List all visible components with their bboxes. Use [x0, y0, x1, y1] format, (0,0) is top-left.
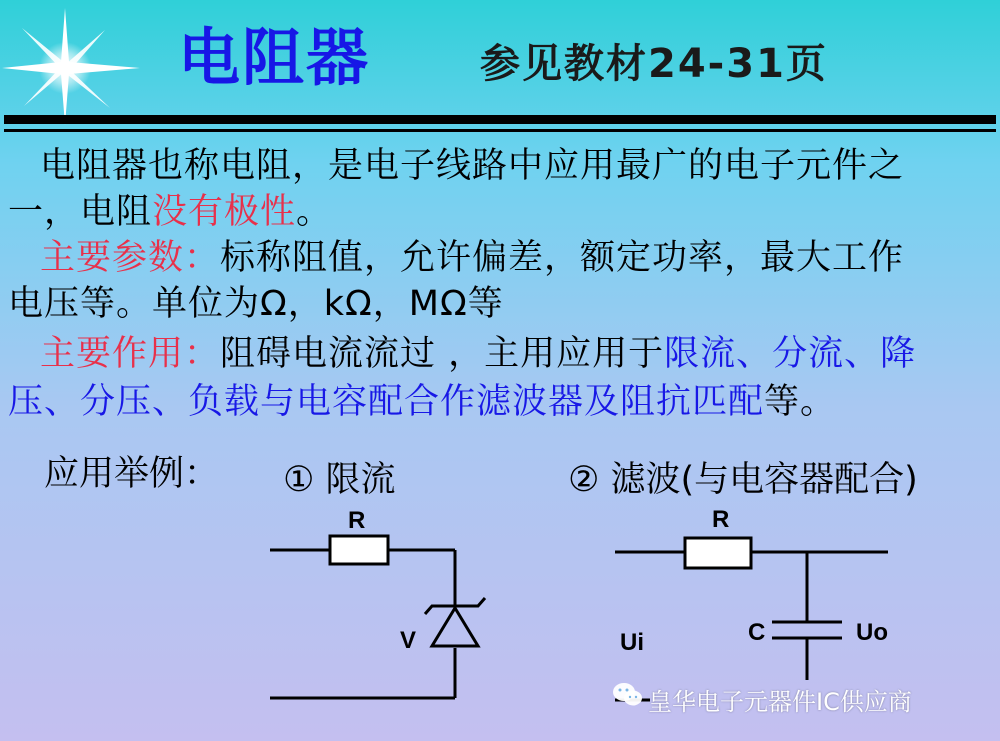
- body-line-3: 主要参数：标称阻值，允许偏差，额定功率，最大工作: [40, 238, 905, 278]
- textbook-reference: 参见教材24-31页: [480, 41, 828, 87]
- no-polarity-text: 没有极性: [152, 192, 297, 232]
- body-line-1: 电阻器也称电阻，是电子线路中应用最广的电子元件之: [40, 146, 905, 186]
- example-1-title: ① 限流: [283, 460, 396, 500]
- main-function-label: 主要作用：: [40, 334, 221, 374]
- example-2-title: ② 滤波(与电容器配合): [568, 460, 918, 500]
- body-line-2: 一，电阻没有极性。: [8, 192, 333, 232]
- divider-thick: [4, 115, 996, 124]
- divider-thin: [4, 129, 996, 132]
- starburst-icon: [0, 0, 150, 130]
- body-line-6: 压、分压、负载与电容配合作滤波器及阻抗匹配等。: [8, 382, 837, 422]
- text: 一，电阻: [8, 192, 153, 232]
- page-title: 电阻器: [178, 21, 371, 94]
- capacitor-label: C: [748, 619, 766, 646]
- body-line-4: 电压等。单位为Ω，kΩ，MΩ等: [8, 284, 504, 324]
- zener-label: V: [400, 627, 417, 654]
- resistor-label: R: [348, 507, 366, 534]
- wechat-icon: [612, 680, 644, 710]
- circuit-current-limiting: [260, 500, 500, 710]
- body-line-5: 主要作用：阻碍电流流过 ，主用应用于限流、分流、降: [40, 334, 917, 374]
- circuit-rc-filter: [610, 500, 910, 710]
- main-params-label: 主要参数：: [40, 238, 221, 278]
- input-voltage-label: Ui: [620, 629, 644, 656]
- watermark-text: 皇华电子元器件IC供应商: [648, 688, 912, 716]
- examples-label: 应用举例：: [44, 454, 220, 494]
- output-voltage-label: Uo: [856, 619, 888, 646]
- resistor-label: R: [712, 506, 730, 533]
